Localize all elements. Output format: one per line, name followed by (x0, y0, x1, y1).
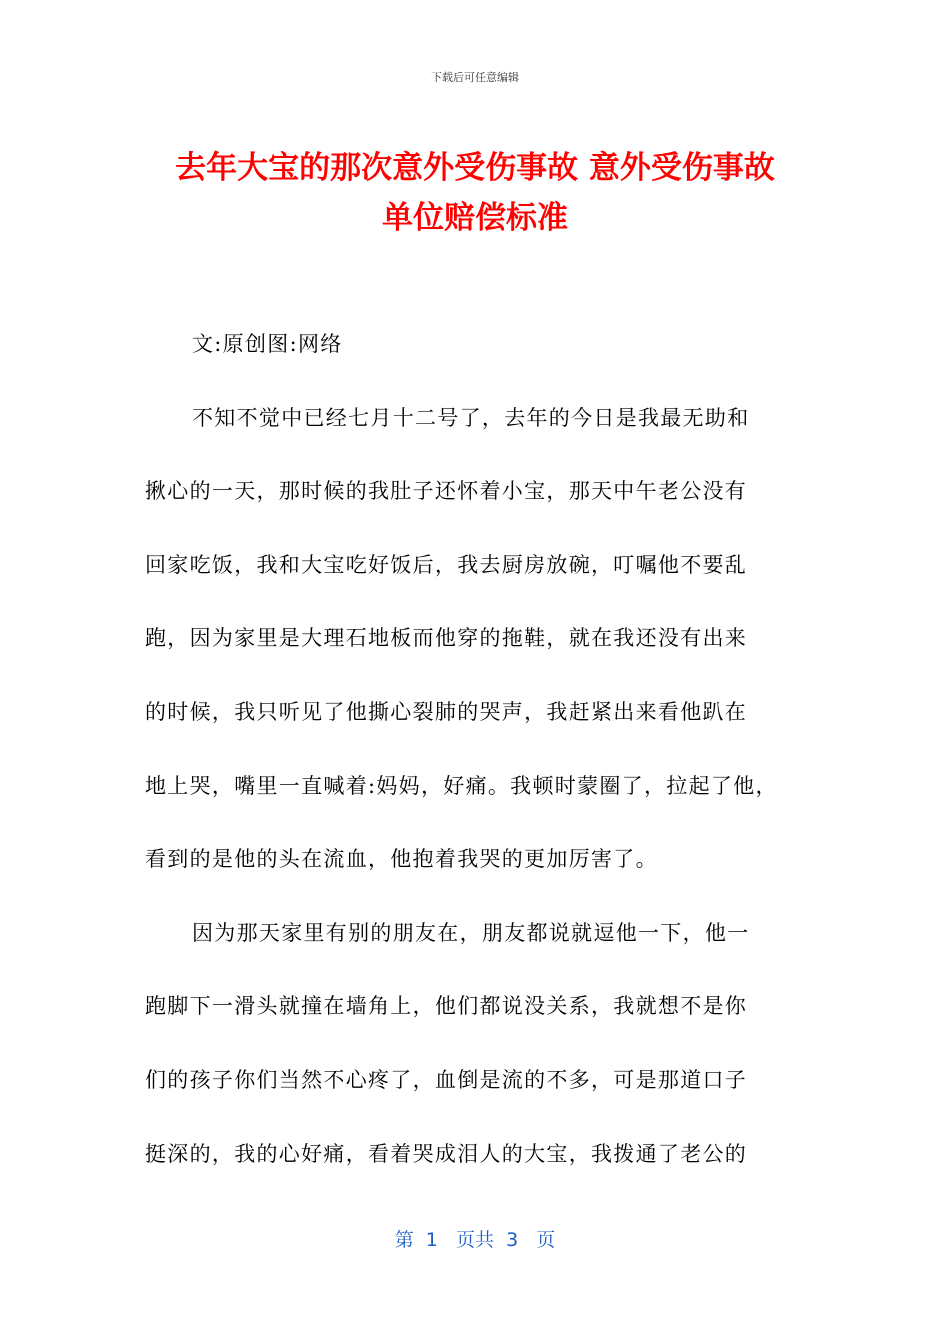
paragraph-line: 揪心的一天，那时候的我肚子还怀着小宝，那天中午老公没有 (145, 479, 748, 504)
paragraph-line: 回家吃饭，我和大宝吃好饭后，我去厨房放碗，叮嘱他不要乱 (145, 552, 748, 577)
title-line-2: 单位赔偿标准 (382, 200, 568, 236)
paragraph-line: 看到的是他的头在流血，他抱着我哭的更加厉害了。 (145, 847, 658, 872)
article-body (145, 318, 815, 1201)
header-note: 下载后可任意编辑 (431, 71, 519, 84)
paragraph-line: 因为那天家里有别的朋友在，朋友都说就逗他一下，他一 (192, 920, 750, 945)
title-line-1: 去年大宝的那次意外受伤事故 意外受伤事故 (175, 150, 775, 186)
paragraph-line: 跑，因为家里是大理石地板而他穿的拖鞋，就在我还没有出来 (145, 626, 748, 651)
byline: 文:原创图:网络 (192, 332, 343, 356)
paragraph-line: 地上哭，嘴里一直喊着:妈妈，好痛。我顿时蒙圈了，拉起了他， (145, 773, 778, 798)
page-number-footer: 第 1 页共 3 页 (394, 1229, 556, 1251)
document-title (100, 143, 850, 243)
paragraph-line: 跑脚下一滑头就撞在墙角上，他们都说没关系，我就想不是你 (145, 994, 748, 1019)
paragraph-line: 的时候，我只听见了他撕心裂肺的哭声，我赶紧出来看他趴在 (145, 699, 748, 724)
paragraph-line: 们的孩子你们当然不心疼了，血倒是流的不多，可是那道口子 (145, 1067, 748, 1092)
paragraph-line: 挺深的，我的心好痛，看着哭成泪人的大宝，我拨通了老公的 (145, 1141, 748, 1166)
paragraph-line: 不知不觉中已经七月十二号了，去年的今日是我最无助和 (192, 405, 750, 430)
